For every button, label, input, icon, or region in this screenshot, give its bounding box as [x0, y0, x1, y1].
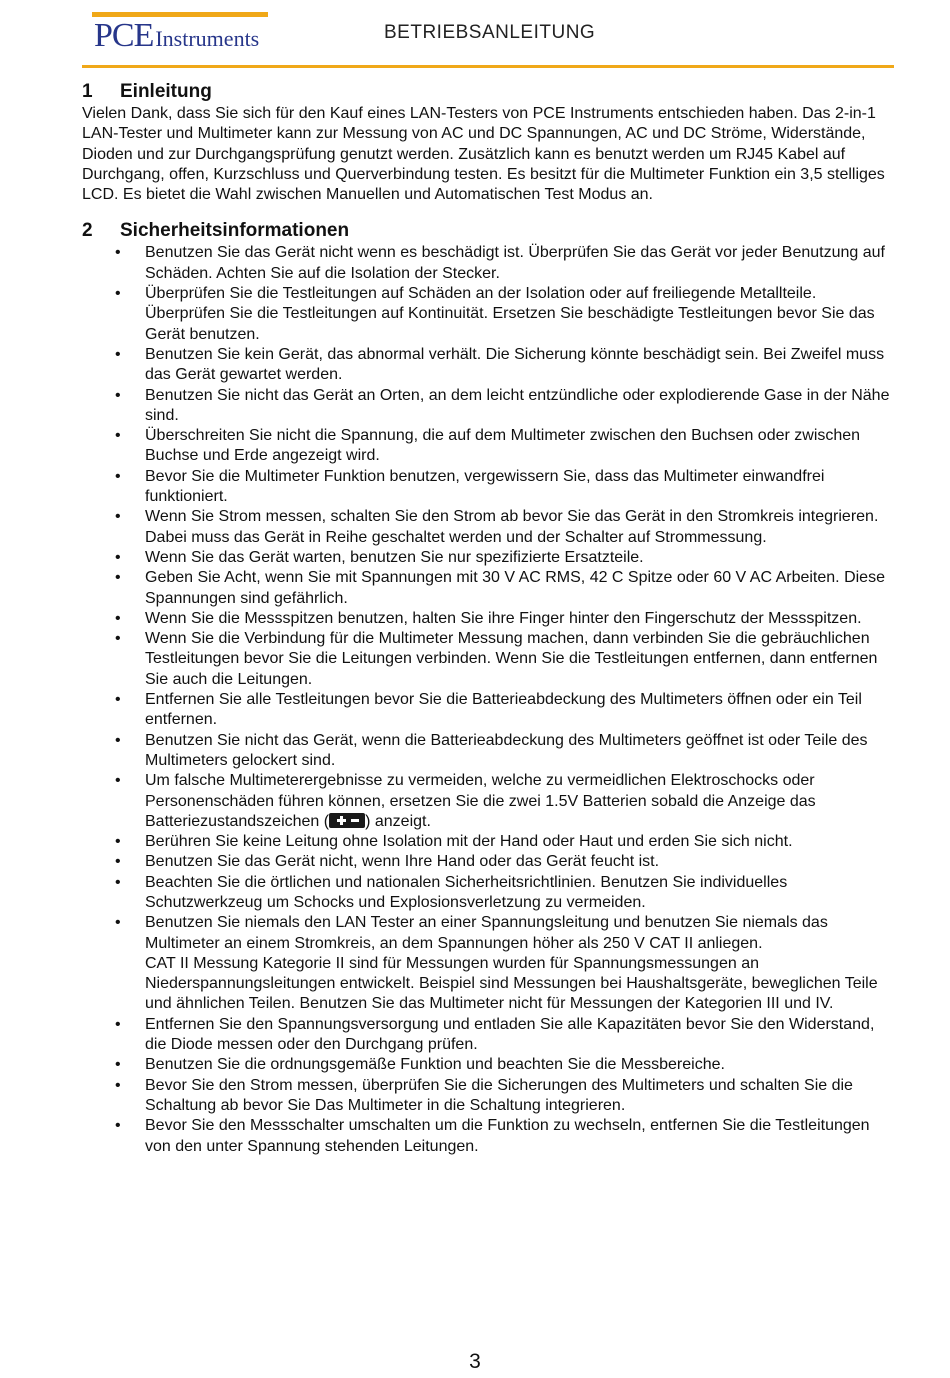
- safety-item-text: Wenn Sie die Verbindung für die Multimeter Messung machen, dann verbinden Sie die gebräuchlichen Testleitungen bevor Sie die Leitungen verbinden. Wenn Sie die Testleitungen entfernen, dann entfernen Sie auch die Leitungen.: [145, 630, 878, 688]
- section-title: Sicherheitsinformationen: [120, 220, 350, 242]
- safety-item-text: Geben Sie Acht, wenn Sie mit Spannungen mit 30 V AC RMS, 42 C Spitze oder 60 V AC Arbeiten. Diese Spannungen sind gefährlich.: [145, 569, 885, 607]
- bullet-mark: •: [115, 386, 121, 404]
- logo-main: PCE: [94, 17, 154, 54]
- safety-item-text: Wenn Sie die Messspitzen benutzen, halten Sie ihre Finger hinter den Fingerschutz der Messspitzen.: [145, 609, 862, 627]
- safety-item-text: Benutzen Sie das Gerät nicht wenn es beschädigt ist. Überprüfen Sie das Gerät vor jeder Benutzung auf Schäden. Achten Sie auf die Isolation der Stecker.: [145, 244, 885, 282]
- safety-item: [82, 568, 894, 609]
- intro-paragraph: Vielen Dank, dass Sie sich für den Kauf eines LAN-Testers von PCE Instruments entschieden haben. Das 2-in-1 LAN-Tester und Multimeter kann zur Messung von AC und DC Spannungen, AC und DC Ströme, Widerstände, Dioden und zur Durchgangsprüfung genutzt werden. Zusätzlich kann es benutzt werden um RJ45 Kabel auf Durchgang, offen, Kurzschluss und Querverbindung testen. Es besitzt für die Multimeter Funktion ein 3,5 stelliges LCD. Es bietet die Wahl zwischen Manuellen und Automatischen Test Modus an.: [82, 105, 885, 204]
- safety-item: [82, 609, 894, 629]
- bullet-mark: •: [115, 1056, 121, 1074]
- section-number: 2: [82, 220, 93, 242]
- bullet-mark: •: [115, 1117, 121, 1135]
- safety-item: [82, 1116, 894, 1157]
- safety-item-text: Überschreiten Sie nicht die Spannung, die auf dem Multimeter zwischen den Buchsen oder zwischen Buchse und Erde angezeigt wird.: [145, 427, 861, 465]
- safety-item-text: Entfernen Sie den Spannungsversorgung und entladen Sie alle Kapazitäten bevor Sie den Widerstand, die Diode messen oder den Durchgang prüfen.: [145, 1015, 875, 1054]
- page-content: [82, 80, 894, 1157]
- safety-item: [82, 426, 894, 467]
- page-number: 3: [469, 1350, 481, 1373]
- bullet-mark: •: [115, 873, 121, 891]
- safety-item: [82, 873, 894, 914]
- safety-item-text: Benutzen Sie kein Gerät, das abnormal verhält. Die Sicherung könnte beschädigt sein. Bei Zweifel muss das Gerät gewartet werden.: [145, 345, 885, 384]
- safety-item-text: Wenn Sie Strom messen, schalten Sie den Strom ab bevor Sie das Gerät in den Stromkreis integrieren. Dabei muss das Gerät in Reihe geschaltet werden und der Schalter auf Strommessung.: [145, 508, 879, 546]
- bullet-mark: •: [115, 1076, 121, 1094]
- bullet-mark: •: [115, 508, 121, 526]
- safety-item: [82, 284, 894, 345]
- section-safety: [82, 219, 894, 1156]
- safety-item-text: Bevor Sie die Multimeter Funktion benutzen, vergewissern Sie, dass das Multimeter einwandfrei funktioniert.: [145, 467, 825, 506]
- safety-item: [82, 1015, 894, 1056]
- safety-item: [82, 771, 894, 832]
- bullet-mark: •: [115, 772, 121, 790]
- safety-item-text: Berühren Sie keine Leitung ohne Isolation mit der Hand oder Haut und erden Sie sich nicht.: [145, 833, 793, 851]
- bullet-mark: •: [115, 569, 121, 587]
- safety-item: [82, 913, 894, 1014]
- safety-item: [82, 507, 894, 548]
- bullet-mark: •: [115, 691, 121, 709]
- bullet-mark: •: [115, 1015, 121, 1033]
- pce-logo: [92, 12, 268, 54]
- safety-item: [82, 690, 894, 731]
- safety-item-text: ) anzeigt.: [365, 812, 431, 830]
- safety-list: [82, 243, 894, 1156]
- safety-item: [82, 731, 894, 772]
- safety-item: [82, 629, 894, 690]
- safety-item-text: Benutzen Sie die ordnungsgemäße Funktion und beachten Sie die Messbereiche.: [145, 1056, 725, 1074]
- bullet-mark: •: [115, 345, 121, 363]
- safety-item-text: Überprüfen Sie die Testleitungen auf Schäden an der Isolation oder auf freiliegende Metallteile. Überprüfen Sie die Testleitungen auf Kontinuität. Ersetzen Sie beschädigte Testleitungen bevor Sie das Gerät benutzen.: [145, 285, 875, 343]
- section-title: Einleitung: [120, 81, 212, 102]
- section-introduction: [82, 80, 894, 205]
- safety-item-text: Beachten Sie die örtlichen und nationalen Sicherheitsrichtlinien. Benutzen Sie individuelles Schutzwerkzeug um Schocks und Explosionsverletzung zu vermeiden.: [145, 873, 788, 911]
- bullet-mark: •: [115, 914, 121, 932]
- safety-item-text: Bevor Sie den Strom messen, überprüfen Sie die Sicherungen des Multimeters und schalten Sie die Schaltung ab bevor Sie Das Multimeter in die Schaltung integrieren.: [145, 1076, 853, 1114]
- safety-item: [82, 386, 894, 427]
- bullet-mark: •: [115, 285, 121, 303]
- safety-item: [82, 832, 894, 852]
- bullet-mark: •: [115, 731, 121, 749]
- safety-item: [82, 345, 894, 386]
- safety-item-text: Bevor Sie den Messschalter umschalten um die Funktion zu wechseln, entfernen Sie die Testleitungen von den unter Spannung stehenden Leitungen.: [145, 1117, 870, 1155]
- bullet-mark: •: [115, 833, 121, 851]
- header-divider: [82, 65, 894, 68]
- page-header: [0, 0, 950, 72]
- safety-item-text: Benutzen Sie nicht das Gerät an Orten, an dem leicht entzündliche oder explodierende Gase in der Nähe sind.: [145, 386, 890, 424]
- logo-text: [94, 17, 259, 55]
- bullet-mark: •: [115, 244, 121, 262]
- safety-item: [82, 467, 894, 508]
- safety-item-text: Benutzen Sie niemals den LAN Tester an einer Spannungsleitung und benutzen Sie niemals das Multimeter an einem Stromkreis, an dem Spannungen höher als 250 V CAT II anliegen.: [145, 914, 828, 952]
- bullet-mark: •: [115, 630, 121, 648]
- bullet-mark: •: [115, 853, 121, 871]
- bullet-mark: •: [115, 548, 121, 566]
- safety-item: [82, 1055, 894, 1075]
- safety-item-text: Entfernen Sie alle Testleitungen bevor Sie die Batterieabdeckung des Multimeters öffnen oder ein Teil entfernen.: [145, 691, 862, 729]
- safety-item: [82, 852, 894, 872]
- safety-item-text: Benutzen Sie das Gerät nicht, wenn Ihre Hand oder das Gerät feucht ist.: [145, 853, 660, 871]
- safety-item: [82, 243, 894, 284]
- document-title: BETRIEBSANLEITUNG: [384, 22, 596, 43]
- bullet-mark: •: [115, 427, 121, 445]
- bullet-mark: •: [115, 609, 121, 627]
- battery-icon: [329, 813, 365, 828]
- safety-item-text: Wenn Sie das Gerät warten, benutzen Sie nur spezifizierte Ersatzteile.: [145, 548, 644, 566]
- section-number: 1: [82, 81, 93, 102]
- safety-item: [82, 548, 894, 568]
- safety-item-text: Benutzen Sie nicht das Gerät, wenn die Batterieabdeckung des Multimeters geöffnet ist oder Teile des Multimeters gelockert sind.: [145, 731, 868, 769]
- bullet-mark: •: [115, 467, 121, 485]
- logo-sub: Instruments: [155, 26, 260, 51]
- safety-item-text: Um falsche Multimeterergebnisse zu vermeiden, welche zu vermeidlichen Elektroschocks oder Personenschäden führen können, ersetzen Sie die zwei 1.5V Batterien sobald die Anzeige das Batteriezustandszeichen (: [145, 772, 816, 830]
- section-heading: [82, 219, 894, 243]
- section-heading: [82, 80, 894, 104]
- cat-note-text: CAT II Messung Kategorie II sind für Messungen wurden für Spannungsmessungen an Niederspannungsleitungen entwickelt. Beispiel sind Messungen bei Haushaltsgeräte, beweglichen Teile und ähnlichen Teilen. Benutzen Sie das Multimeter nicht für Messungen der Kategorien III und IV.: [145, 954, 878, 1013]
- safety-item: [82, 1076, 894, 1117]
